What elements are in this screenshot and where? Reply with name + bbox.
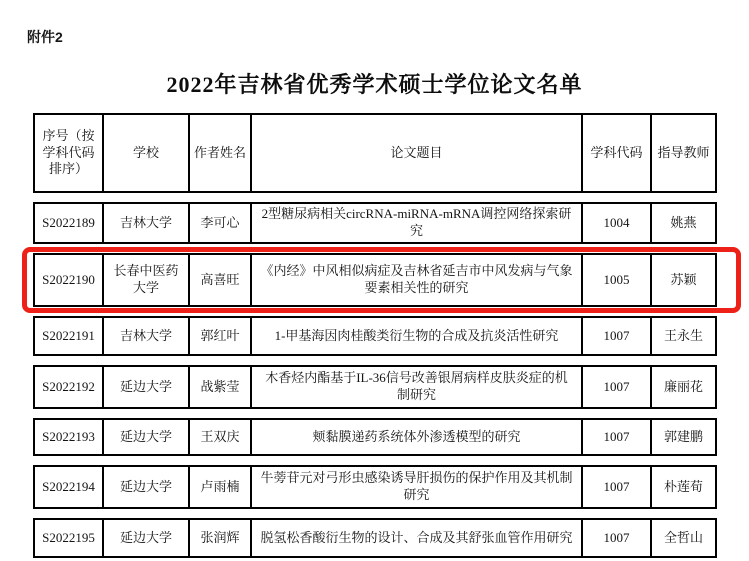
cell-author: 王双庆 bbox=[190, 420, 252, 454]
cell-subject-code: 1007 bbox=[583, 318, 652, 354]
header-author: 作者姓名 bbox=[190, 115, 252, 191]
cell-school: 长春中医药大学 bbox=[104, 255, 190, 305]
attachment-label: 附件2 bbox=[27, 29, 63, 45]
cell-author: 张润辉 bbox=[190, 520, 252, 556]
cell-advisor: 朴莲荀 bbox=[663, 478, 703, 494]
cell-thesis-title: 脱氢松香酸衍生物的设计、合成及其舒张血管作用研究 bbox=[252, 520, 583, 556]
table-row bbox=[33, 418, 717, 456]
cell-advisor: 王永生 bbox=[663, 327, 703, 343]
cell-school: 吉林大学 bbox=[104, 204, 190, 242]
cell-thesis-title: 牛蒡苷元对弓形虫感染诱导肝损伤的保护作用及其机制研究 bbox=[252, 467, 583, 507]
cell-serial: S2022190 bbox=[35, 255, 104, 305]
cell-author: 郭红叶 bbox=[190, 318, 252, 354]
cell-subject-code: 1007 bbox=[583, 367, 652, 407]
cell-school: 延边大学 bbox=[104, 467, 190, 507]
table-row bbox=[33, 202, 717, 244]
cell-author: 李可心 bbox=[190, 204, 252, 242]
header-subject-code: 学科代码 bbox=[583, 115, 652, 191]
page-title: 2022年吉林省优秀学术硕士学位论文名单 bbox=[166, 72, 583, 97]
cell-subject-code: 1007 bbox=[583, 420, 652, 454]
table-row bbox=[33, 518, 717, 558]
cell-author: 卢雨楠 bbox=[190, 467, 252, 507]
table-header-row bbox=[33, 113, 717, 193]
cell-thesis-title: 2型糖尿病相关circRNA-miRNA-mRNA调控网络探索研究 bbox=[252, 204, 583, 242]
cell-school: 延边大学 bbox=[104, 367, 190, 407]
cell-thesis-title: 1-甲基海因肉桂酸类衍生物的合成及抗炎活性研究 bbox=[252, 318, 583, 354]
cell-school: 吉林大学 bbox=[104, 318, 190, 354]
cell-subject-code: 1005 bbox=[583, 255, 652, 305]
header-thesis-title: 论文题目 bbox=[252, 115, 583, 191]
table-row bbox=[33, 465, 717, 509]
thesis-table bbox=[33, 113, 717, 558]
cell-thesis-title: 颊黏膜递药系统体外渗透模型的研究 bbox=[252, 420, 583, 454]
cell-advisor: 廉丽花 bbox=[663, 378, 703, 394]
cell-subject-code: 1007 bbox=[583, 467, 652, 507]
header-serial: 序号（按学科代码排序） bbox=[35, 115, 104, 191]
cell-advisor: 郭建鹏 bbox=[663, 428, 703, 444]
table-row bbox=[33, 316, 717, 356]
cell-serial: S2022194 bbox=[35, 467, 104, 507]
cell-serial: S2022195 bbox=[35, 520, 104, 556]
cell-serial: S2022192 bbox=[35, 367, 104, 407]
cell-advisor: 全哲山 bbox=[663, 529, 703, 545]
cell-thesis-title: 《内经》中风相似病症及吉林省延吉市中风发病与气象要素相关性的研究 bbox=[252, 255, 583, 305]
cell-serial: S2022189 bbox=[35, 204, 104, 242]
cell-school: 延边大学 bbox=[104, 420, 190, 454]
cell-subject-code: 1007 bbox=[583, 520, 652, 556]
cell-serial: S2022191 bbox=[35, 318, 104, 354]
header-school: 学校 bbox=[104, 115, 190, 191]
cell-author: 高喜旺 bbox=[190, 255, 252, 305]
cell-advisor: 姚燕 bbox=[670, 214, 697, 230]
cell-school: 延边大学 bbox=[104, 520, 190, 556]
table-row-highlighted bbox=[33, 253, 717, 307]
cell-serial: S2022193 bbox=[35, 420, 104, 454]
cell-subject-code: 1004 bbox=[583, 204, 652, 242]
header-advisor: 指导教师 bbox=[657, 144, 710, 160]
cell-author: 战紫莹 bbox=[190, 367, 252, 407]
cell-thesis-title: 木香烃内酯基于IL-36信号改善银屑病样皮肤炎症的机制研究 bbox=[252, 367, 583, 407]
table-row bbox=[33, 365, 717, 409]
cell-advisor: 苏颖 bbox=[670, 271, 697, 287]
